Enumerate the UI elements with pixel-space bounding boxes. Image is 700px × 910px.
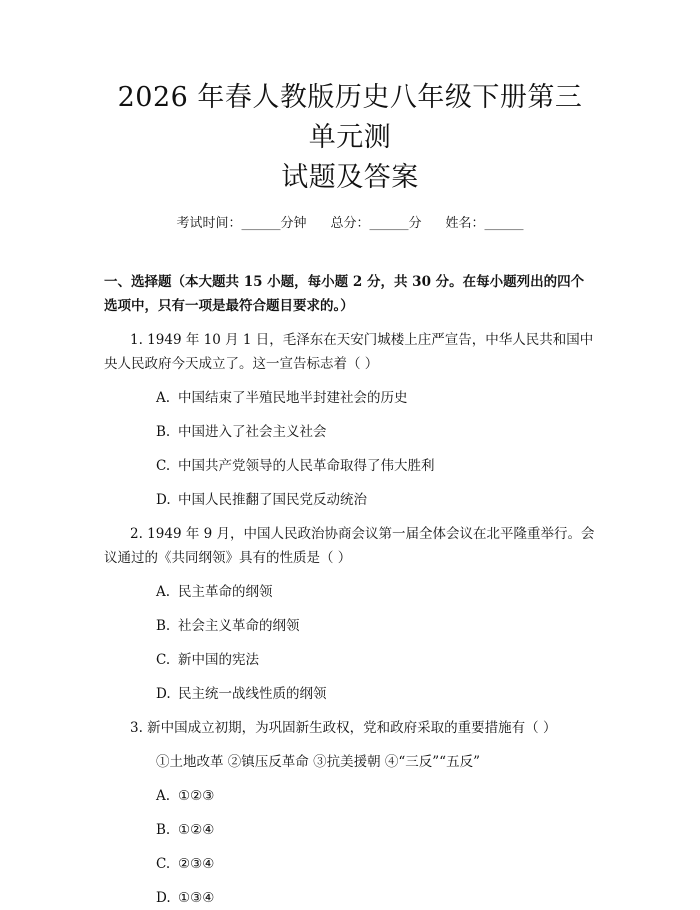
section-heading-multiple-choice: 一、选择题（本大题共 15 小题，每小题 2 分，共 30 分。在每小题列出的四个选项中，只有一项是最符合题目要求的。） (104, 274, 585, 314)
option-text: 新中国的宪法 (178, 652, 259, 668)
option-letter: B. (156, 822, 171, 838)
option-text: ①②③ (178, 788, 215, 804)
exam-info-row (104, 214, 596, 234)
option-text: 民主革命的纲领 (178, 584, 273, 600)
option-letter: D. (156, 492, 171, 508)
question-2-option-d (104, 682, 596, 706)
question-1: 1. 1949 年 10 月 1 日，毛泽东在天安门城楼上庄严宣告，中华人民共和国中央人民政府今天成立了。这一宣告标志着（ ） (104, 332, 594, 372)
option-letter: A. (156, 390, 171, 406)
question-3-option-b (104, 818, 596, 842)
option-letter: D. (156, 890, 171, 906)
question-1-option-d (104, 488, 596, 512)
question-3-option-a (104, 784, 596, 808)
option-letter: C. (156, 458, 171, 474)
option-letter: C. (156, 856, 171, 872)
question-2-option-b (104, 614, 596, 638)
question-2: 2. 1949 年 9 月，中国人民政治协商会议第一届全体会议在北平隆重举行。会议通过的《共同纲领》具有的性质是（ ） (104, 526, 595, 566)
student-name-field: 姓名：______ (445, 216, 524, 231)
question-3-option-c (104, 852, 596, 876)
option-letter: B. (156, 424, 171, 440)
option-letter: C. (156, 652, 171, 668)
option-letter: A. (156, 584, 171, 600)
option-letter: B. (156, 618, 171, 634)
option-text: 中国进入了社会主义社会 (178, 424, 327, 440)
option-text: 中国人民推翻了国民党反动统治 (178, 492, 367, 508)
option-text: 中国结束了半殖民地半封建社会的历史 (178, 390, 408, 406)
option-text: ①②④ (178, 822, 215, 838)
title-line-1: 2026 年春人教版历史八年级下册第三单元测 (117, 82, 583, 153)
question-3-choices-list: ①土地改革 ②镇压反革命 ③抗美援朝 ④“三反”“五反” (156, 754, 480, 770)
question-2-option-a (104, 580, 596, 604)
option-text: 民主统一战线性质的纲领 (178, 686, 327, 702)
exam-time-field: 考试时间：______分钟 (176, 216, 307, 231)
question-3: 3. 新中国成立初期，为巩固新生政权，党和政府采取的重要措施有（ ） (130, 720, 557, 736)
option-text: ②③④ (178, 856, 215, 872)
question-2-option-c (104, 648, 596, 672)
option-letter: A. (156, 788, 171, 804)
option-text: 中国共产党领导的人民革命取得了伟大胜利 (178, 458, 435, 474)
page-title (104, 0, 596, 198)
option-text: 社会主义革命的纲领 (178, 618, 300, 634)
question-1-option-c (104, 454, 596, 478)
question-1-option-a (104, 386, 596, 410)
question-1-option-b (104, 420, 596, 444)
title-line-2: 试题及答案 (281, 162, 419, 193)
question-3-option-d (104, 886, 596, 910)
total-score-field: 总分：______分 (330, 216, 422, 231)
option-text: ①③④ (178, 890, 215, 906)
option-letter: D. (156, 686, 171, 702)
